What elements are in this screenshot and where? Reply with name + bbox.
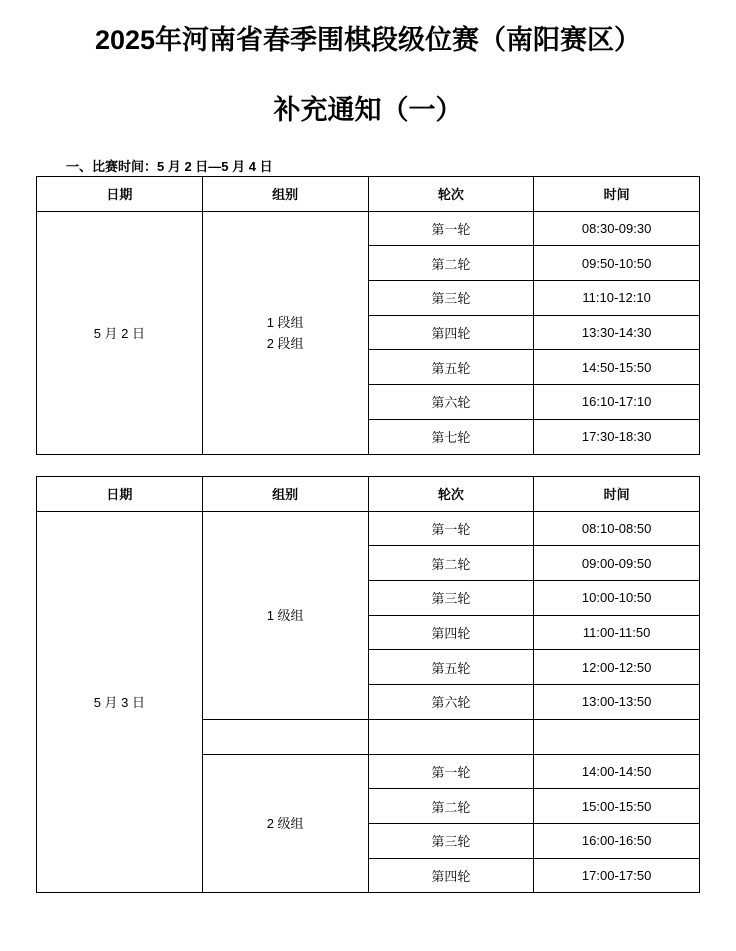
- group-cell: [202, 511, 368, 719]
- time-cell: 16:10-17:10: [534, 385, 700, 420]
- round-cell: 第二轮: [368, 546, 534, 581]
- table-row: [37, 511, 700, 546]
- round-cell: 第四轮: [368, 315, 534, 350]
- round-cell: 第二轮: [368, 789, 534, 824]
- header-group: 组别: [202, 177, 368, 212]
- round-cell: 第七轮: [368, 419, 534, 454]
- time-cell: 08:30-09:30: [534, 211, 700, 246]
- header-group: 组别: [202, 477, 368, 512]
- round-cell: 第六轮: [368, 385, 534, 420]
- time-cell: 17:00-17:50: [534, 858, 700, 893]
- round-cell: 第六轮: [368, 685, 534, 720]
- header-time: 时间: [534, 477, 700, 512]
- time-cell: [534, 719, 700, 754]
- time-cell: 12:00-12:50: [534, 650, 700, 685]
- round-cell: 第四轮: [368, 858, 534, 893]
- group-label: 1 级组: [266, 607, 304, 623]
- header-row: [37, 477, 700, 512]
- round-cell: 第五轮: [368, 350, 534, 385]
- time-cell: 14:00-14:50: [534, 754, 700, 789]
- date-cell: 5 月 2 日: [37, 211, 203, 454]
- time-cell: 11:10-12:10: [534, 281, 700, 316]
- round-cell: 第三轮: [368, 281, 534, 316]
- document-subtitle: 补充通知（一）: [273, 95, 463, 125]
- group-label: 2 段组: [266, 335, 304, 351]
- round-cell: 第一轮: [368, 211, 534, 246]
- date-cell: 5 月 3 日: [37, 511, 203, 893]
- time-cell: 11:00-11:50: [534, 615, 700, 650]
- group-cell: [202, 754, 368, 893]
- section-heading: 一、比赛时间：5 月 2 日—5 月 4 日: [66, 159, 273, 174]
- header-round: 轮次: [368, 177, 534, 212]
- header-row: [37, 177, 700, 212]
- round-cell: [368, 719, 534, 754]
- time-cell: 10:00-10:50: [534, 581, 700, 616]
- group-cell: [202, 211, 368, 454]
- round-cell: 第四轮: [368, 615, 534, 650]
- time-cell: 17:30-18:30: [534, 419, 700, 454]
- round-cell: 第五轮: [368, 650, 534, 685]
- time-cell: 13:30-14:30: [534, 315, 700, 350]
- schedule-table-may-2: [36, 176, 700, 455]
- time-cell: 14:50-15:50: [534, 350, 700, 385]
- table-row: [37, 211, 700, 246]
- round-cell: 第三轮: [368, 823, 534, 858]
- header-date: 日期: [37, 477, 203, 512]
- header-time: 时间: [534, 177, 700, 212]
- time-cell: 15:00-15:50: [534, 789, 700, 824]
- time-cell: 09:50-10:50: [534, 246, 700, 281]
- time-cell: 09:00-09:50: [534, 546, 700, 581]
- schedule-table-may-3: [36, 476, 700, 893]
- time-cell: 08:10-08:50: [534, 511, 700, 546]
- document-title: 2025年河南省春季围棋段级位赛（南阳赛区）: [94, 25, 642, 55]
- round-cell: 第一轮: [368, 754, 534, 789]
- group-label: 2 级组: [266, 815, 304, 831]
- round-cell: 第二轮: [368, 246, 534, 281]
- header-round: 轮次: [368, 477, 534, 512]
- round-cell: 第一轮: [368, 511, 534, 546]
- time-cell: 16:00-16:50: [534, 823, 700, 858]
- round-cell: 第三轮: [368, 581, 534, 616]
- time-cell: 13:00-13:50: [534, 685, 700, 720]
- group-cell: [202, 719, 368, 754]
- header-date: 日期: [37, 177, 203, 212]
- group-label: 1 段组: [266, 314, 304, 330]
